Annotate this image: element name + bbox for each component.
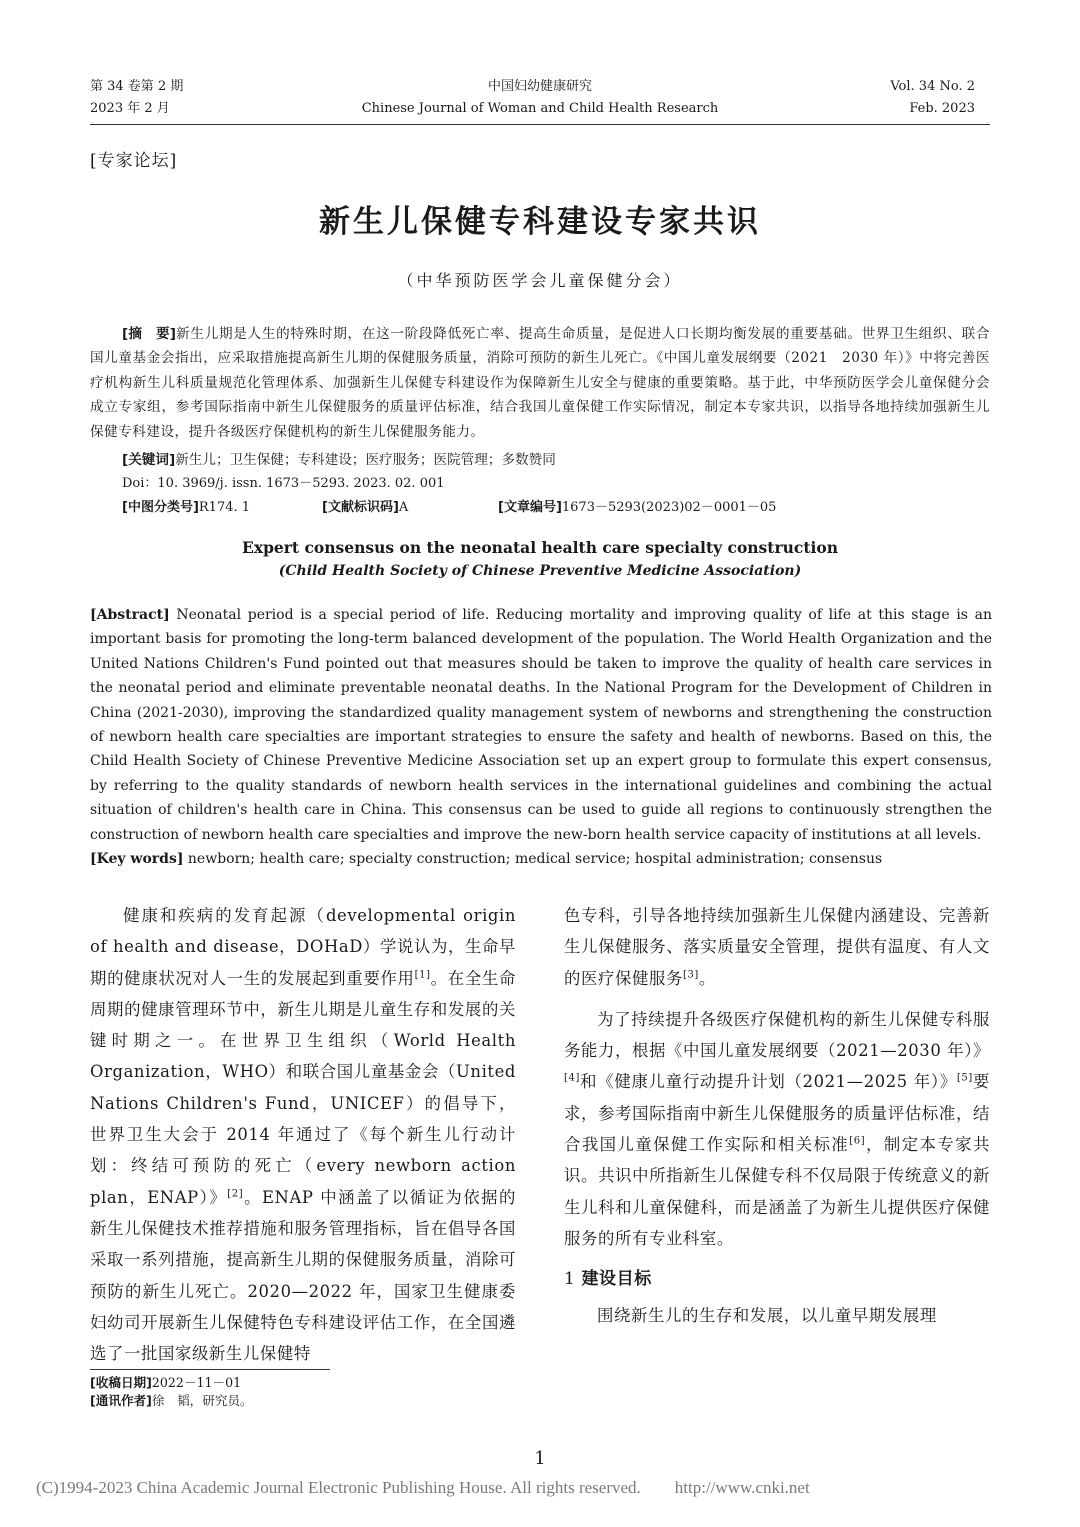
keywords-en-label: [Key words] [90,851,184,867]
author-organization: （中华预防医学会儿童保健分会） [397,271,683,290]
english-organization: (Child Health Society of Chinese Preventive Medicine Association) [278,563,802,579]
section-title: 建设目标 [581,1269,652,1290]
keywords-en-text: newborn; health care; specialty construction; medical service; hospital administration; consensus [183,851,883,867]
column-tag: [专家论坛] [90,151,178,171]
publication-date: 2023 年 2 月 [90,101,170,116]
citation-ref[interactable]: [3] [682,969,699,981]
publication-date-en: Feb. 2023 [909,101,975,116]
article-label: [文章编号] [498,500,562,515]
abstract-en-text: Neonatal period is a special period of life. Reducing mortality and improving quality of life at this stage is an important basis for promoting the long-term balanced development of the population. The World Health Organization and the United Nations Children's Fund pointed out that measures should be taken to improve the quality of health care services in the neonatal period and eliminate preventable neonatal deaths. In the National Program for the Development of Children in China (2021-2030), improving the standardized quality management system of newborns and strengthening the construction of newborn health care specialties are important strategies to ensure the safety and health of newborns. Based on this, the Child Health Society of Chinese Preventive Medicine Association set up an expert group to formulate this expert consensus, by referring to the quality standards of newborn health services in the international guidelines and combining the actual situation of children's health care in China. This consensus can be used to guide all regions to continuously strengthen the construction of newborn health care specialties and improve the new-born health service capacity of institutions at all levels. [90,607,992,843]
volume-issue: 第 34 卷第 2 期 [90,79,184,94]
citation-ref[interactable]: [5] [956,1073,973,1085]
english-title: Expert consensus on the neonatal health care specialty construction [242,538,838,557]
volume-issue-en: Vol. 34 No. 2 [890,79,975,94]
article-number [498,496,776,520]
corresponding-author [90,1392,253,1410]
corr-label: [通讯作者] [90,1393,152,1408]
abstract-cn-label: [摘 要] [122,326,176,342]
body-column-left [90,900,516,1369]
received-date [90,1374,253,1392]
journal-name-en: Chinese Journal of Woman and Child Health Research [361,101,719,116]
received-label: [收稿日期] [90,1375,152,1390]
running-header-left [90,76,183,120]
clc-number [122,496,250,520]
citation-ref[interactable]: [2] [227,1188,244,1200]
running-header-center [340,76,740,120]
keywords-en [90,847,992,871]
citation-ref[interactable]: [1] [414,969,431,981]
keywords-cn-text: 新生儿；卫生保健；专科建设；医疗服务；医院管理；多数赞同 [175,452,556,468]
doc-value: A [398,500,409,515]
citation-ref[interactable]: [4] [564,1073,580,1085]
doi: Doi：10. 3969/j. issn. 1673－5293. 2023. 02. 001 [122,476,445,491]
corr-value: 徐 韬，研究员。 [151,1393,253,1408]
abstract-en [90,603,992,847]
body-paragraph: 健康和疾病的发育起源（developmental origin of health and disease，DOHaD）学说认为，生命早期的健康状况对人一生的发展起到重要作用[1]。在全生命周期的健康管理环节中，新生儿期是儿童生存和发展的关键时期之一。在世界卫生组织（World Health Organization，WHO）和联合国儿童基金会（United Nations Children's Fund，UNICEF）的倡导下，世界卫生大会于 2014 年通过了《每个新生儿行动计划：终结可预防的死亡（every newborn action plan，ENAP）》[2]。ENAP 中涵盖了以循证为依据的新生儿保健技术推荐措施和服务管理指标，旨在倡导各国采取一系列措施，提高新生儿期的保健服务质量，消除可预防的新生儿死亡。2020—2022 年，国家卫生健康委妇幼司开展新生儿保健特色专科建设评估工作，在全国遴选了一批国家级新生儿保健特 [90,906,516,1364]
article-title: 新生儿保健专科建设专家共识 [319,204,761,240]
header-rule [90,124,990,125]
section-heading [564,1264,990,1294]
body-paragraph: 为了持续提升各级医疗保健机构的新生儿保健专科服务能力，根据《中国儿童发展纲要（2021—2030 年）》[4]和《健康儿童行动提升计划（2021—2025 年）》[5]要求，参考国际指南中新生儿保健服务的质量评估标准，结合我国儿童保健工作实际和相关标准[6]，制定本专家共识。共识中所指新生儿保健专科不仅局限于传统意义的新生儿科和儿童保健科，而是涵盖了为新生儿提供医疗保健服务的所有专业科室。 [564,1009,990,1248]
keywords-cn [122,448,556,472]
received-value: 2022－11－01 [151,1375,242,1390]
clc-value: R174. 1 [198,500,251,515]
keywords-cn-label: [关键词] [122,452,176,468]
section-number: 1 [564,1269,576,1290]
document-code [322,496,408,520]
citation-ref[interactable]: [6] [849,1135,866,1147]
footnote-rule [90,1369,330,1370]
abstract-cn [90,322,990,444]
article-value: 1673－5293(2023)02－0001－05 [561,500,777,515]
body-column-right [564,900,990,1332]
journal-name-cn: 中国妇幼健康研究 [487,79,592,94]
page-number: 1 [534,1448,546,1469]
abstract-en-label: [Abstract] [90,607,170,623]
body-paragraph: 围绕新生儿的生存和发展，以儿童早期发展理 [597,1306,937,1326]
body-paragraph: 色专科，引导各地持续加强新生儿保健内涵建设、完善新生儿保健服务、落实质量安全管理，提供有温度、有人文的医疗保健服务[3]。 [564,906,990,988]
footnotes [90,1374,253,1410]
abstract-cn-text: 新生儿期是人生的特殊时期，在这一阶段降低死亡率、提高生命质量，是促进人口长期均衡发展的重要基础。世界卫生组织、联合国儿童基金会指出，应采取措施提高新生儿期的保健服务质量，消除可预防的新生儿死亡。《中国儿童发展纲要（2021 2030 年）》中将完善医疗机构新生儿科质量规范化管理体系、加强新生儿保健专科建设作为保障新生儿安全与健康的重要策略。基于此，中华预防医学会儿童保健分会成立专家组，参考国际指南中新生儿保健服务的质量评估标准，结合我国儿童保健工作实际情况，制定本专家共识，以指导各地持续加强新生儿保健专科建设，提升各级医疗保健机构的新生儿保健服务能力。 [90,326,990,440]
copyright-notice: (C)1994-2023 China Academic Journal Electronic Publishing House. All rights reserved. http://www.cnki.net [36,1478,810,1497]
doc-label: [文献标识码] [322,500,399,515]
clc-label: [中图分类号] [122,500,199,515]
running-header-right [890,76,975,120]
